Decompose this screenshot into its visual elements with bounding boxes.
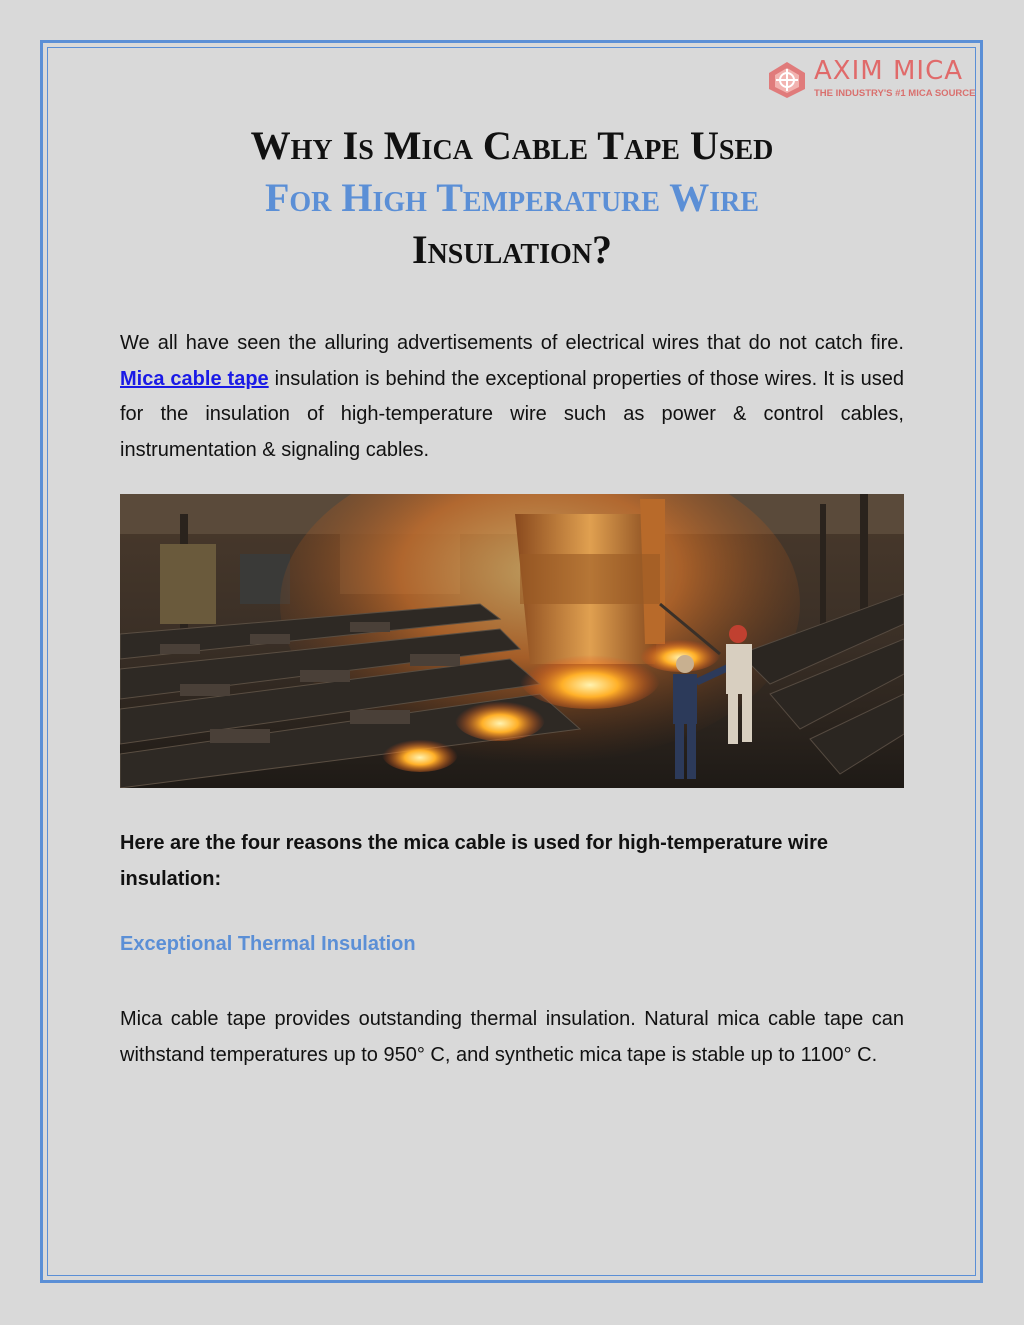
intro-text-end: insulation is behind the exceptional properties of those wires. It is used for the insulation of high-temperature wire such as power & control cables, instrumentation & signaling cables. bbox=[120, 367, 904, 461]
title-line-2: For High Temperature Wire bbox=[264, 175, 760, 220]
foundry-photo bbox=[120, 494, 904, 788]
brand-logo bbox=[766, 56, 976, 104]
page-title bbox=[80, 120, 944, 276]
brand-name: AXIM MICA bbox=[814, 56, 964, 86]
foundry-illustration bbox=[120, 494, 904, 788]
section-paragraph: Mica cable tape provides outstanding thermal insulation. Natural mica cable tape can withstand temperatures up to 950° C, and synthetic mica tape is stable up to 1100° C. bbox=[120, 1008, 904, 1066]
mica-logo-icon bbox=[766, 60, 808, 100]
intro-paragraph bbox=[120, 326, 904, 468]
section-heading: Exceptional Thermal Insulation bbox=[120, 933, 416, 955]
intro-text-start: We all have seen the alluring advertisements of electrical wires that do not catch fire. bbox=[120, 332, 904, 354]
title-line-1: Why Is Mica Cable Tape Used bbox=[250, 123, 774, 168]
brand-tagline: THE INDUSTRY'S #1 MICA SOURCE bbox=[814, 88, 976, 99]
title-line-3: Insulation? bbox=[412, 227, 612, 272]
reasons-intro: Here are the four reasons the mica cable is used for high-temperature wire insulation: bbox=[120, 832, 828, 890]
mica-cable-tape-link[interactable]: Mica cable tape bbox=[120, 367, 269, 390]
